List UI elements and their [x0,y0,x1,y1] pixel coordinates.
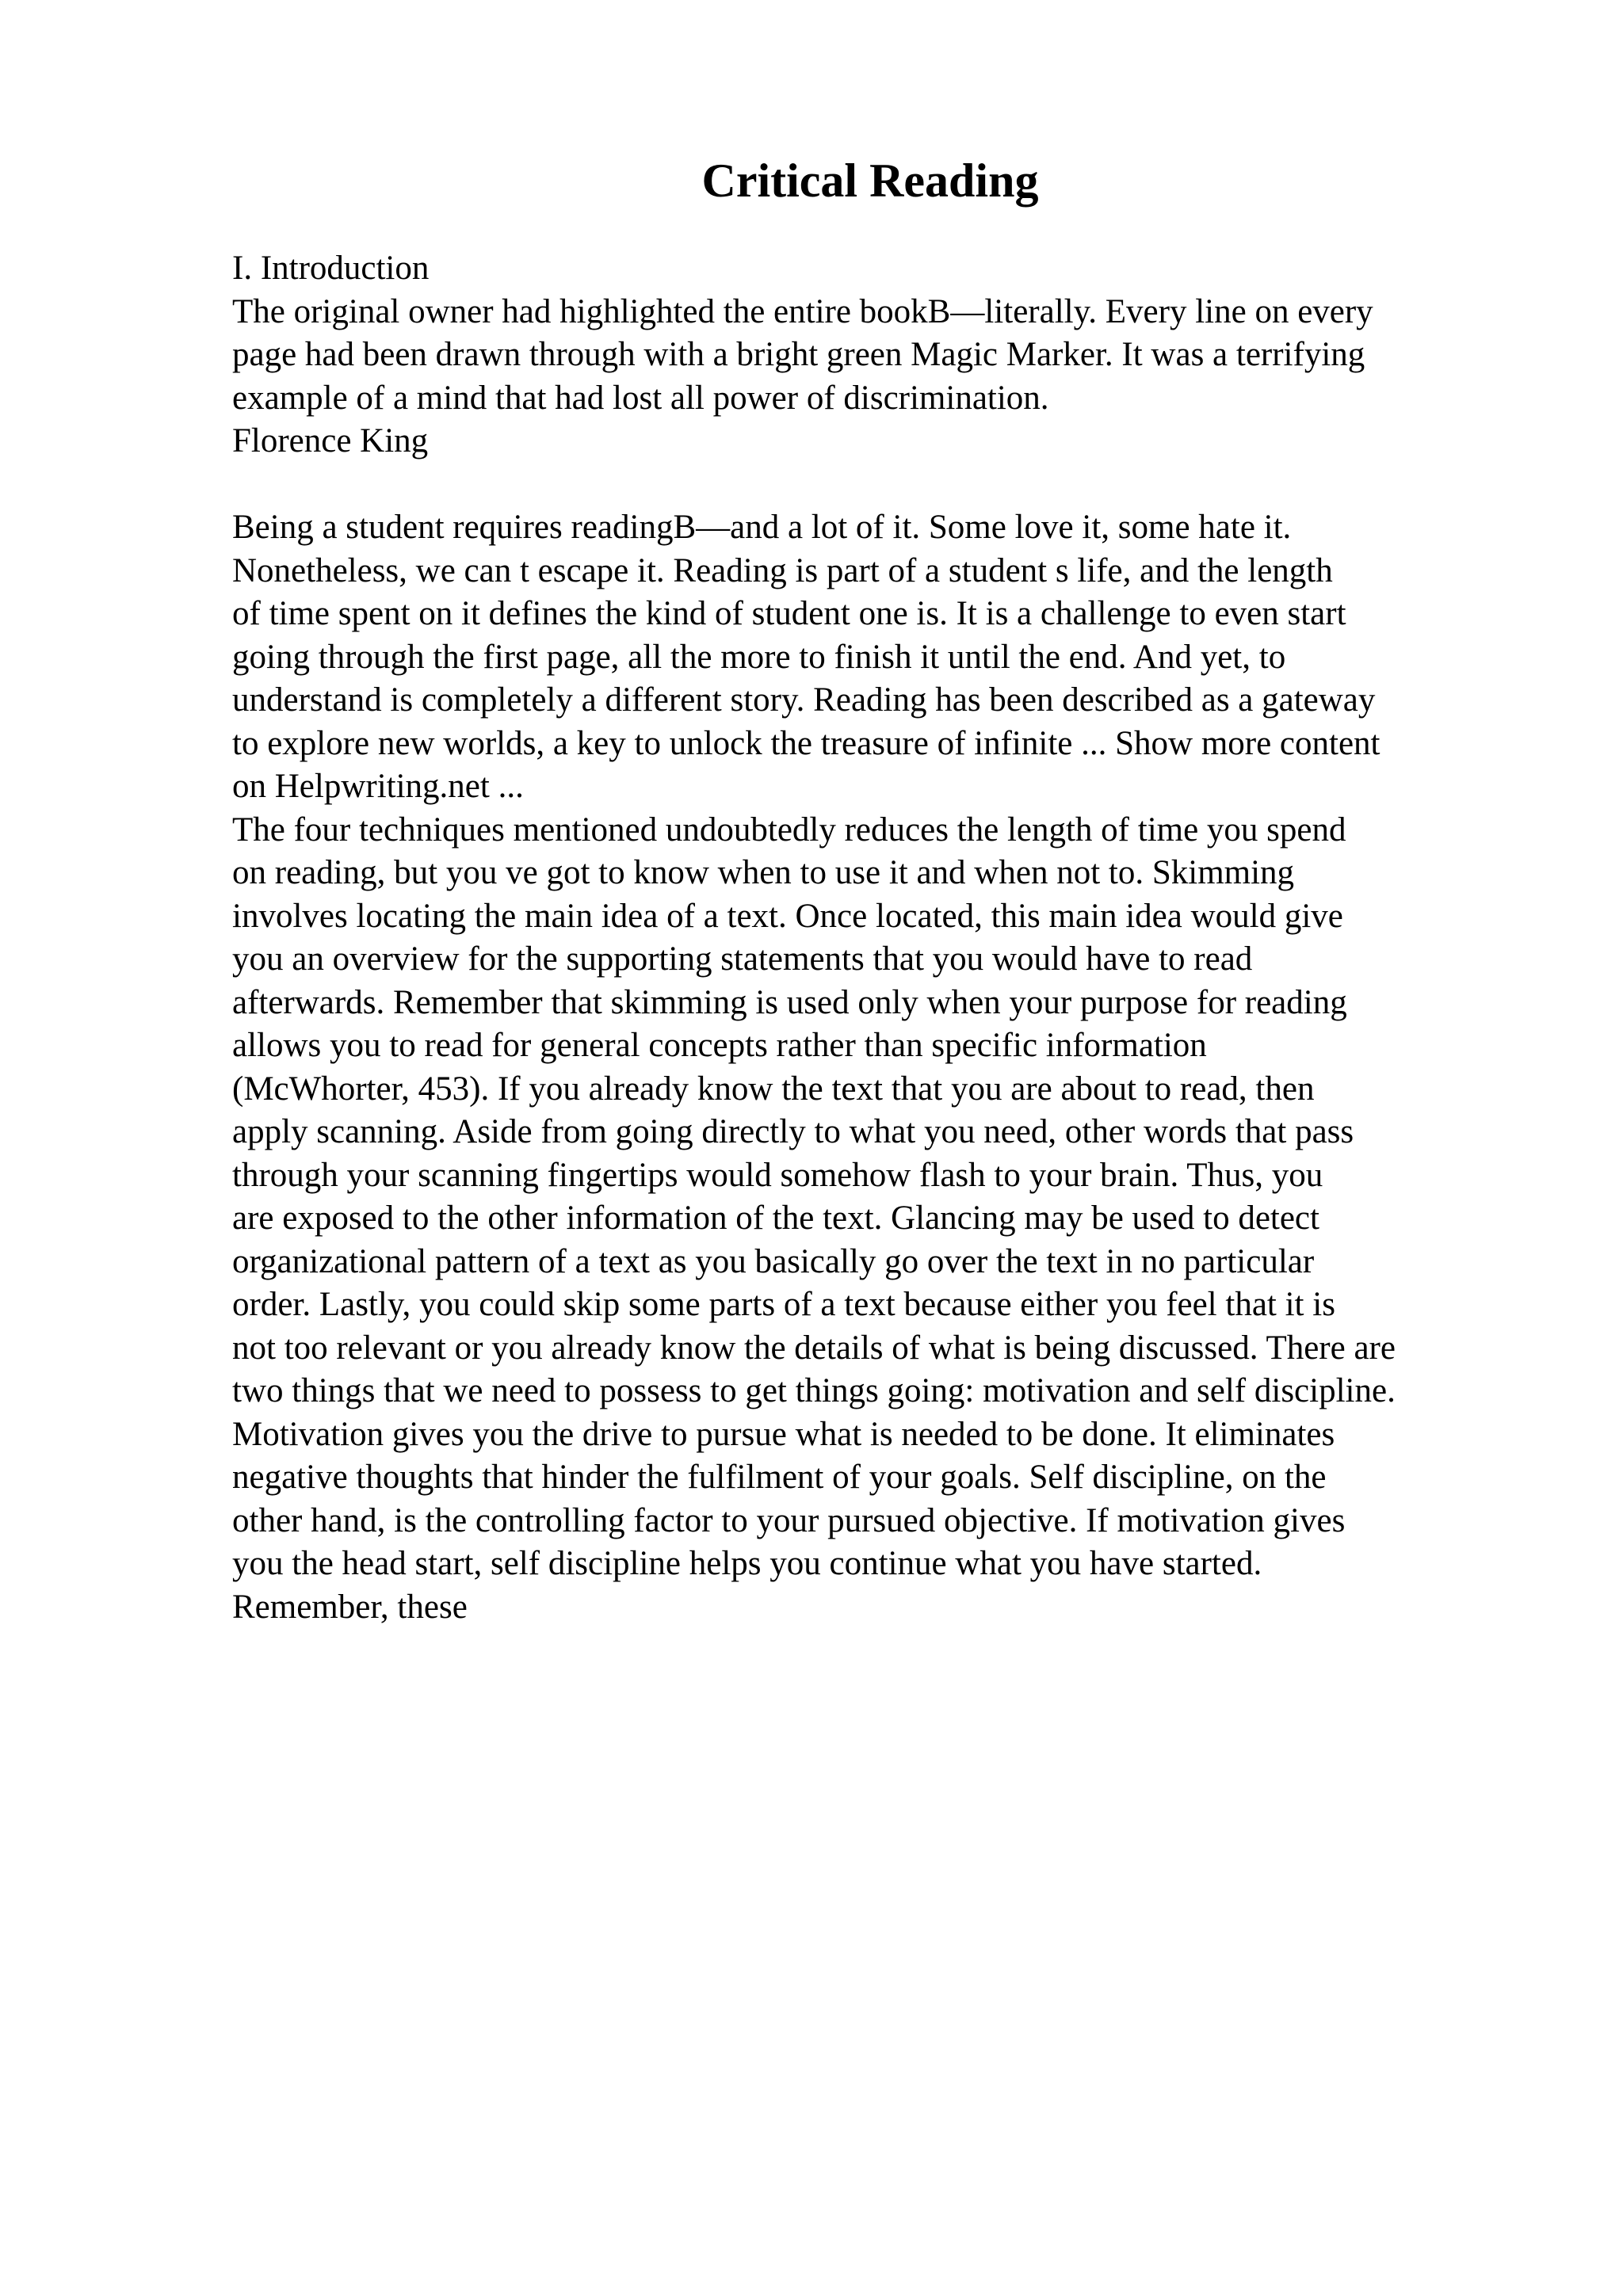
section-heading: I. Introduction [232,250,430,287]
body-line: you an overview for the supporting statements that you would have to read [232,940,1253,978]
body-line: to explore new worlds, a key to unlock the treasure of infinite ... Show more content [232,724,1381,762]
body-line: negative thoughts that hinder the fulfilment of your goals. Self discipline, on the [232,1459,1327,1496]
body-line: understand is completely a different story. Reading has been described as a gateway [232,681,1376,719]
quote-author: Florence King [232,422,429,460]
body-line: going through the first page, all the more to finish it until the end. And yet, to [232,638,1286,676]
body-line: you the head start, self discipline helps you continue what you have started. [232,1545,1262,1582]
body-line: other hand, is the controlling factor to your pursued objective. If motivation gives [232,1501,1346,1539]
body-line: through your scanning fingertips would somehow flash to your brain. Thus, you [232,1156,1323,1194]
body-line: Remember, these [232,1588,468,1626]
body-line: not too relevant or you already know the details of what is being discussed. There are [232,1329,1396,1367]
body-line: organizational pattern of a text as you basically go over the text in no particular [232,1242,1315,1280]
body-line: involves locating the main idea of a text. Once located, this main idea would give [232,897,1343,935]
blank-line [232,463,1532,507]
body-line: Motivation gives you the drive to pursue what is needed to be done. It eliminates [232,1415,1335,1453]
quote-line: example of a mind that had lost all power of discrimination. [232,379,1049,417]
body-line: Nonetheless, we can t escape it. Reading is part of a student s life, and the length [232,551,1333,589]
quote-line: page had been drawn through with a bright green Magic Marker. It was a terrifying [232,336,1365,373]
document-title: Critical Reading [701,154,1039,207]
body-line: Being a student requires readingB—and a lot of it. Some love it, some hate it. [232,509,1292,546]
document-body [232,247,1532,1629]
body-line: of time spent on it defines the kind of student one is. It is a challenge to even start [232,595,1346,632]
body-line: two things that we need to possess to get things going: motivation and self discipline. [232,1372,1396,1409]
body-line: The four techniques mentioned undoubtedly reduces the length of time you spend [232,810,1346,849]
body-line: order. Lastly, you could skip some parts of a text because either you feel that it is [232,1286,1335,1323]
body-line: (McWhorter, 453). If you already know the text that you are about to read, then [232,1070,1315,1108]
body-line: on reading, but you ve got to know when to use it and when not to. Skimming [232,854,1295,891]
body-line: on Helpwriting.net ... [232,768,524,805]
body-line: apply scanning. Aside from going directly to what you need, other words that pass [232,1113,1354,1150]
body-line: allows you to read for general concepts rather than specific information [232,1027,1207,1064]
body-line: afterwards. Remember that skimming is used only when your purpose for reading [232,983,1347,1021]
body-line: are exposed to the other information of the text. Glancing may be used to detect [232,1199,1319,1237]
quote-line: The original owner had highlighted the entire bookB—literally. Every line on every [232,292,1373,330]
